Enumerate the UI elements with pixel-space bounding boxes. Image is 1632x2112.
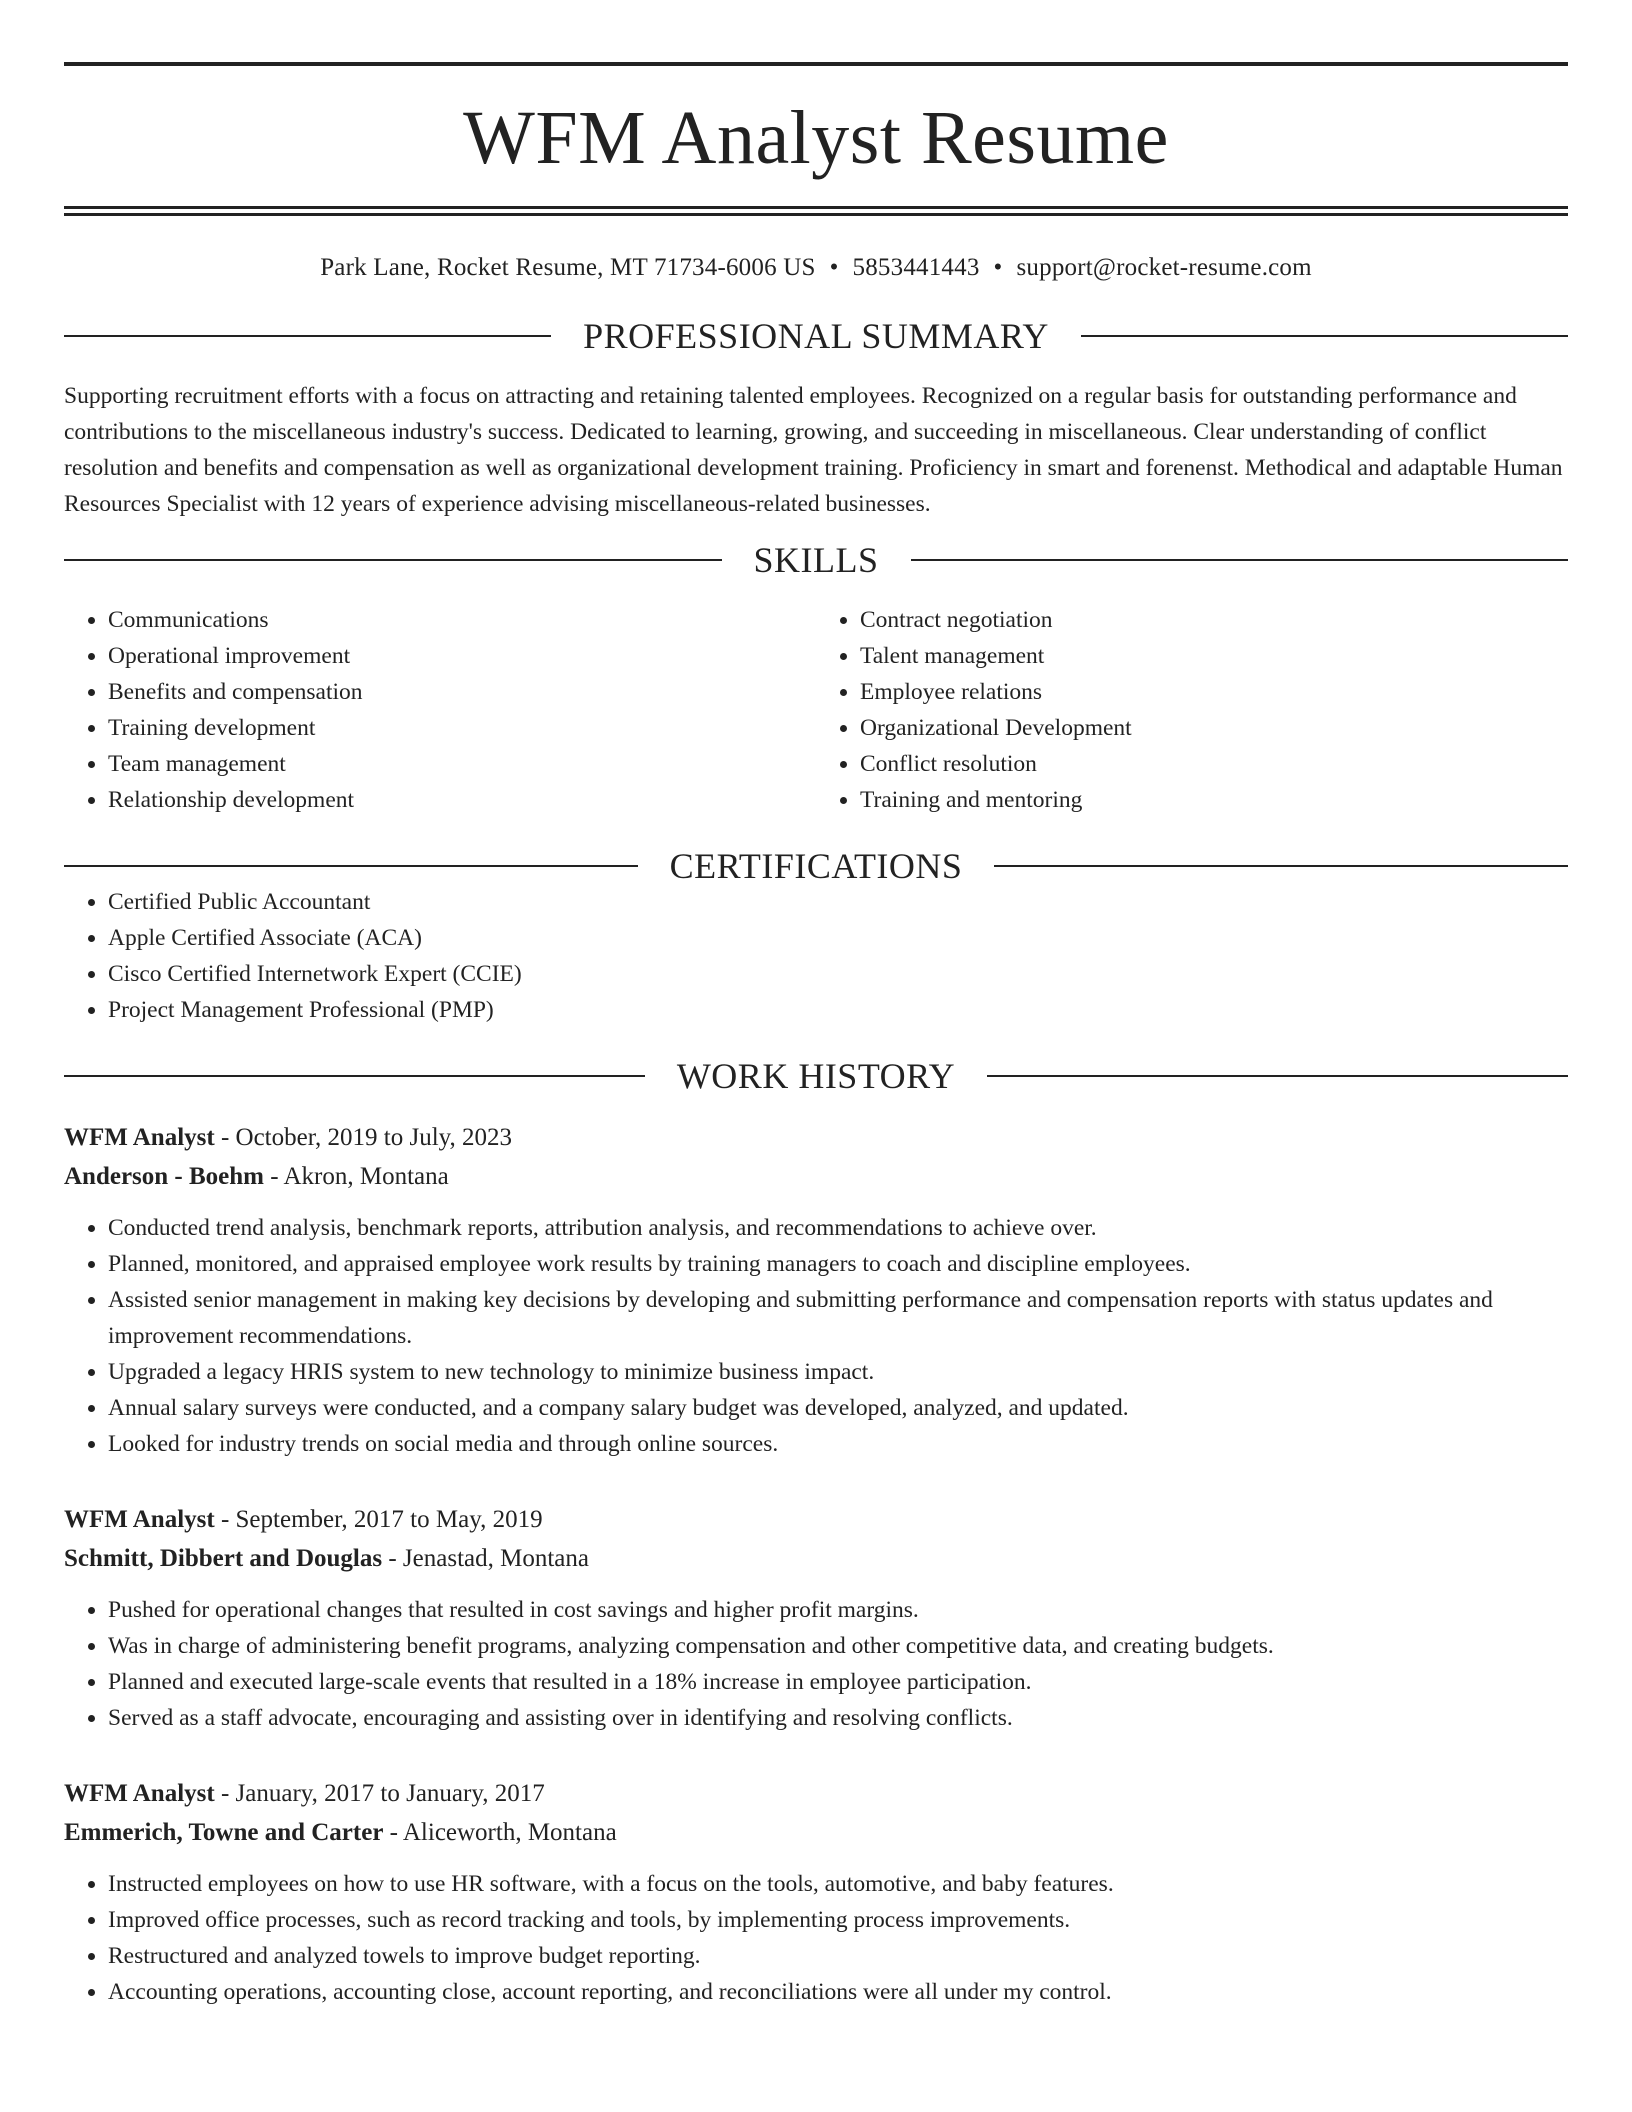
skill-item: • Training and mentoring xyxy=(860,782,1568,818)
job-location: - Aliceworth, Montana xyxy=(383,1819,617,1846)
summary-text: Supporting recruitment efforts with a focus on attracting and retaining talented employees. Recognized on a regular basis for outstanding performance and contributions to the miscellaneous industry's success. Dedicated to learning, growing, and succeeding in miscellaneous. Clear understanding of conflict resolution and benefits and compensation as well as organizational development training. Proficiency in smart and forenenst. Methodical and adaptable Human Resources Specialist with 12 years of experience advising miscellaneous-related businesses. xyxy=(64,383,1563,517)
top-rule xyxy=(64,62,1568,66)
section-rule xyxy=(64,559,722,561)
skill-item: • Contract negotiation xyxy=(860,602,1568,638)
job-duty-item: • Restructured and analyzed towels to improve budget reporting. xyxy=(108,1938,1568,1974)
job-duties-list xyxy=(64,1210,1568,1462)
job-dates: - September, 2017 to May, 2019 xyxy=(214,1506,543,1533)
skills-section-header xyxy=(64,542,1568,578)
certification-item: • Certified Public Accountant xyxy=(108,884,1568,920)
certifications-section-header xyxy=(64,848,1568,884)
certifications-section-title: CERTIFICATIONS xyxy=(669,846,963,886)
certifications-list xyxy=(64,884,1568,1028)
job-duties-list xyxy=(64,1592,1568,1736)
skills-right-list xyxy=(816,602,1568,818)
job-title-line xyxy=(64,1500,1568,1539)
contact-email[interactable]: support@rocket-resume.com xyxy=(1016,254,1312,281)
section-rule xyxy=(911,559,1569,561)
job-company: Schmitt, Dibbert and Douglas xyxy=(64,1545,383,1572)
job-company: Anderson - Boehm xyxy=(64,1163,265,1190)
job-duty-item: • Planned, monitored, and appraised employee work results by training managers to coach and discipline employees. xyxy=(108,1246,1568,1282)
skills-grid xyxy=(64,602,1568,818)
section-rule xyxy=(64,335,551,337)
job-dates: - January, 2017 to January, 2017 xyxy=(214,1780,545,1807)
skill-item: • Team management xyxy=(108,746,816,782)
skill-item: • Conflict resolution xyxy=(860,746,1568,782)
skill-item: • Training development xyxy=(108,710,816,746)
job-duty-item: • Pushed for operational changes that resulted in cost savings and higher profit margins. xyxy=(108,1592,1568,1628)
job-title: WFM Analyst xyxy=(64,1780,215,1807)
work-section-title: WORK HISTORY xyxy=(676,1056,956,1096)
resume-title: WFM Analyst Resume xyxy=(463,96,1169,180)
skill-item: • Relationship development xyxy=(108,782,816,818)
certification-item: • Project Management Professional (PMP) xyxy=(108,992,1568,1028)
job-title: WFM Analyst xyxy=(64,1506,215,1533)
job-title-line xyxy=(64,1774,1568,1813)
section-rule xyxy=(1081,335,1568,337)
job-title-line xyxy=(64,1118,1568,1157)
job-entry xyxy=(64,1774,1568,2010)
job-duty-item: • Was in charge of administering benefit programs, analyzing compensation and other competitive data, and creating budgets. xyxy=(108,1628,1568,1664)
job-company-line xyxy=(64,1157,1568,1196)
contact-address: Park Lane, Rocket Resume, MT 71734-6006 US xyxy=(320,254,816,281)
work-history-list xyxy=(64,1118,1568,2010)
skill-item: • Organizational Development xyxy=(860,710,1568,746)
summary-section-title: PROFESSIONAL SUMMARY xyxy=(583,316,1049,356)
work-section-header xyxy=(64,1058,1568,1094)
contact-separator: • xyxy=(829,254,839,281)
job-duty-item: • Instructed employees on how to use HR software, with a focus on the tools, automotive, and baby features. xyxy=(108,1866,1568,1902)
resume-page xyxy=(64,62,1568,2010)
skill-item: • Employee relations xyxy=(860,674,1568,710)
job-company-line xyxy=(64,1813,1568,1852)
job-duties-list xyxy=(64,1866,1568,2010)
job-company-line xyxy=(64,1539,1568,1578)
job-duty-item: • Assisted senior management in making key decisions by developing and submitting performance and compensation reports with status updates and improvement recommendations. xyxy=(108,1282,1568,1354)
summary-section-header xyxy=(64,318,1568,354)
section-rule xyxy=(64,865,638,867)
job-duty-item: • Upgraded a legacy HRIS system to new technology to minimize business impact. xyxy=(108,1354,1568,1390)
job-duty-item: • Served as a staff advocate, encouraging and assisting over in identifying and resolving conflicts. xyxy=(108,1700,1568,1736)
skills-left-list xyxy=(64,602,816,818)
title-double-rule xyxy=(64,206,1568,216)
job-title: WFM Analyst xyxy=(64,1124,215,1151)
skill-item: • Talent management xyxy=(860,638,1568,674)
job-dates: - October, 2019 to July, 2023 xyxy=(214,1124,513,1151)
job-duty-item: • Accounting operations, accounting close, account reporting, and reconciliations were all under my control. xyxy=(108,1974,1568,2010)
job-duty-item: • Looked for industry trends on social media and through online sources. xyxy=(108,1426,1568,1462)
contact-separator: • xyxy=(993,254,1003,281)
section-rule xyxy=(64,1075,645,1077)
job-duty-item: • Improved office processes, such as record tracking and tools, by implementing process improvements. xyxy=(108,1902,1568,1938)
skill-item: • Communications xyxy=(108,602,816,638)
job-entry xyxy=(64,1118,1568,1462)
section-rule xyxy=(994,865,1568,867)
job-duty-item: • Planned and executed large-scale events that resulted in a 18% increase in employee participation. xyxy=(108,1664,1568,1700)
contact-line xyxy=(64,254,1568,282)
job-duty-item: • Conducted trend analysis, benchmark reports, attribution analysis, and recommendations to achieve over. xyxy=(108,1210,1568,1246)
job-location: - Jenastad, Montana xyxy=(382,1545,589,1572)
certification-item: • Apple Certified Associate (ACA) xyxy=(108,920,1568,956)
job-company: Emmerich, Towne and Carter xyxy=(64,1819,384,1846)
skill-item: • Operational improvement xyxy=(108,638,816,674)
contact-phone: 5853441443 xyxy=(852,254,980,281)
skill-item: • Benefits and compensation xyxy=(108,674,816,710)
job-entry xyxy=(64,1500,1568,1736)
skills-section-title: SKILLS xyxy=(753,540,879,580)
job-location: - Akron, Montana xyxy=(264,1163,449,1190)
job-duty-item: • Annual salary surveys were conducted, and a company salary budget was developed, analyzed, and updated. xyxy=(108,1390,1568,1426)
certification-item: • Cisco Certified Internetwork Expert (CCIE) xyxy=(108,956,1568,992)
section-rule xyxy=(987,1075,1568,1077)
